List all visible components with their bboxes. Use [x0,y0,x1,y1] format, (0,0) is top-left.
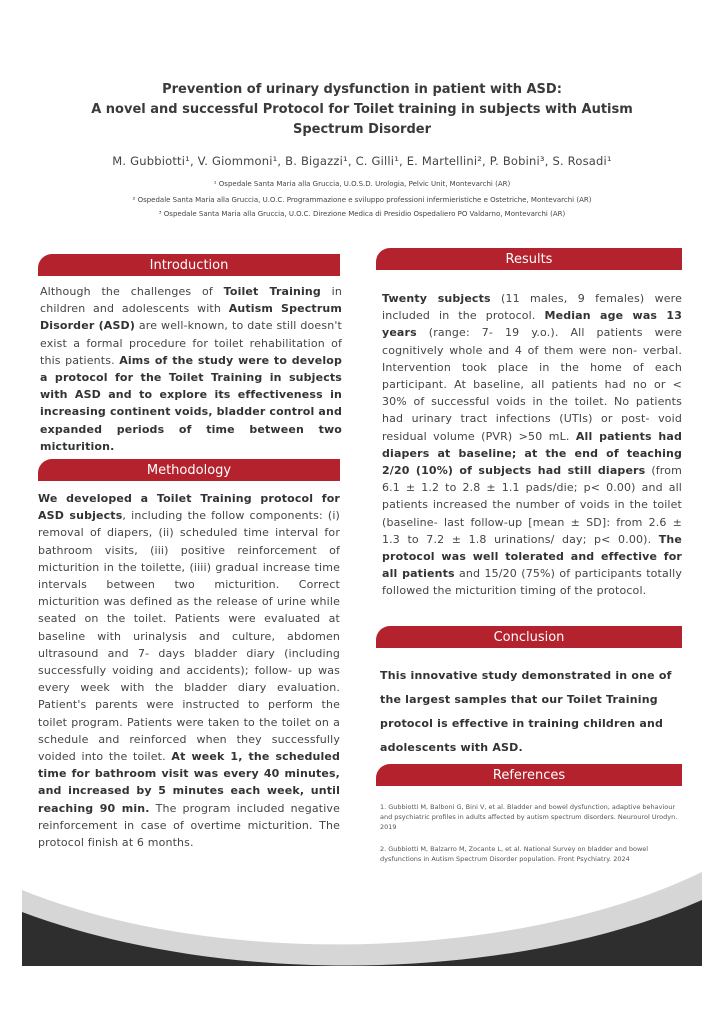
intro-aims: Aims of the study were to develop a protocol for the Toilet Training in subjects with ASD and to explore its effectiveness in increasing continent voids, bladder control and expanded periods of time between two micturition. [40,353,342,453]
affiliation-3: ³ Ospedale Santa Maria alla Gruccia, U.O.C. Direzione Medica di Presidio Ospedaliero PO Valdarno, Montevarchi (AR) [158,210,566,218]
conclusion-text: This innovative study demonstrated in one of the largest samples that our Toilet Training protocol is effective in training children and adolescents with ASD. [380,669,672,754]
results-text-2: (range: 7- 19 y.o.). All patients were cognitively whole and 4 of them were non- verbal. Intervention took place in the home of each participant. At baseline, all patients had no or < 30% of successful voids in the toilet. No patients had urinary tract infections (UTIs) or post- void residual volume (PVR) >50 mL. [382,326,682,443]
author-list: M. Gubbiotti¹, V. Giommoni¹, B. Bigazzi¹, C. Gilli¹, E. Martellini², P. Bobini³, S. Rosadi¹ [112,154,612,168]
title-line-2: A novel and successful Protocol for Toilet training in subjects with Autism [91,102,633,117]
intro-text-2: in children and adolescents with [40,285,342,316]
intro-bold-2: Autism Spectrum Disorder (ASD) [40,302,342,333]
intro-bold-1: Toilet Training [223,285,321,298]
results-text-1: (11 males, 9 females) were included in the protocol. [382,292,682,323]
poster-title [80,80,644,140]
intro-text-1: Although the challenges of [40,285,224,298]
method-text-1: , including the follow components: (i) removal of diapers, (ii) scheduled time interval for bathroom visits, (iii) positive reinforcement of micturition in the toilette, (iiii) gradual increase time intervals between two micturition. Correct micturition was defined as the release of urine while seated on the toilet. Patients were evaluated at baseline with urinalysis and culture, abdomen ultrasound and 7- days bladder diary (including successfully voiding and accidents); follow- up was every week with the bladder diary evaluation. Patient's parents were instructed to perform the toilet program. Patients were taken to the toilet on a schedule and reinforced when they successfully voided into the toilet. [38,509,341,764]
method-bold-1: We developed a Toilet Training protocol for ASD subjects [38,492,340,523]
affiliation-1: ¹ Ospedale Santa Maria alla Gruccia, U.O.S.D. Urologia, Pelvic Unit, Montevarchi (AR) [213,180,511,188]
conclusion-header: Conclusion [376,626,682,648]
introduction-text [40,283,342,455]
results-text-3: (from 6.1 ± 1.2 to 2.8 ± 1.1 pads/die; p< 0.00) and all patients increased the number of voids in the toilet (baseline- last follow-up [mean ± SD]: from 2.6 ± 1.3 to 7.2 ± 1.8 urinations/ day; p< 0.00). [382,464,682,546]
methodology-header: Methodology [38,459,340,481]
reference-2: 2. Gubbiotti M, Balzarro M, Zocante L, et al. National Survey on bladder and bowel dysfunctions in Autism Spectrum Disorder population. Front Psychiatry. 2024 [380,845,649,863]
reference-1: 1. Gubbiotti M, Balboni G, Bini V, et al. Bladder and bowel dysfunction, adaptive behaviour and psychiatric profiles in adults affected by autism spectrum disorders. Neurourol Urodyn. 2019 [380,803,678,831]
method-text-2: The program included negative reinforcement in case of overtime micturition. The protocol finish at 6 months. [38,801,340,850]
intro-text-3: are well-known, to date still doesn't exist a formal procedure for toilet rehabilitation of this patients. [40,319,342,367]
methodology-text [38,490,340,851]
title-line-1: Prevention of urinary dysfunction in patient with ASD: [162,82,562,97]
results-header: Results [376,248,682,270]
references-header: References [376,764,682,786]
affiliation-2: ² Ospedale Santa Maria alla Gruccia, U.O.C. Programmazione e sviluppo professioni infermieristiche e Ostetriche, Montevarchi (AR) [132,196,592,204]
method-bold-2: At week 1, the scheduled time for bathroom visit was every 40 minutes, and increased by 5 minutes each week, until reaching 90 min. [38,750,340,815]
results-bold-1: Twenty subjects [382,292,491,305]
results-text [382,290,682,600]
results-bold-4: The protocol was well tolerated and effective for all patients [382,532,682,581]
bottom-wave-decoration [0,850,724,1024]
introduction-header: Introduction [38,254,340,276]
results-bold-3: All patients had diapers at baseline; at the end of teaching 2/20 (10%) of subjects had still diapers [382,429,682,478]
results-bold-2: Median age was 13 years [382,309,683,340]
results-text-4: and 15/20 (75%) of participants totally followed the micturition timing of the protocol. [382,567,682,598]
title-line-3: Spectrum Disorder [292,122,431,137]
